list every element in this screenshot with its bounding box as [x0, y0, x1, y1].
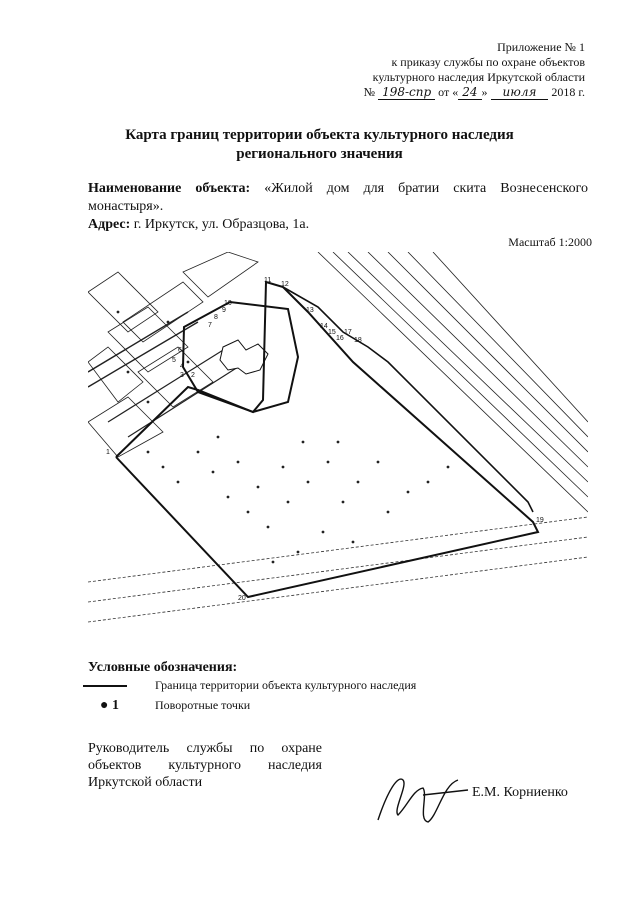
turn-point-15: 15 [328, 329, 336, 336]
turn-point-18: 18 [354, 337, 362, 344]
turn-point-7: 7 [208, 322, 212, 329]
signatory-position: Руководитель службы по охране объектов культурного наследия Иркутской области [88, 741, 322, 790]
order-no-prefix: № [363, 85, 376, 99]
object-name-value: «Жилой дом для братии скита Вознесенского монастыря». [88, 181, 589, 214]
turn-point-13: 13 [306, 307, 314, 314]
turn-point-14: 14 [320, 323, 328, 330]
appendix-line-2: к приказу службы по охране объектов [391, 55, 585, 69]
appendix-block [364, 40, 585, 100]
turn-point-6: 6 [178, 347, 182, 354]
signatory-name: Е.М. Корниенко [472, 785, 568, 800]
order-month: июля [491, 85, 549, 100]
legend-title: Условные обозначения: [88, 660, 238, 675]
turn-point-17: 17 [344, 329, 352, 336]
turn-point-16: 16 [336, 335, 344, 342]
cadastral-map [88, 252, 588, 642]
turn-point-2: 2 [191, 372, 195, 379]
legend-boundary-label: Граница территории объекта культурного наследия [155, 678, 417, 692]
object-address-label: Адрес: [88, 217, 131, 232]
appendix-title: Приложение № 1 [497, 40, 585, 54]
map-svg [88, 252, 588, 642]
turn-point-8: 8 [214, 314, 218, 321]
turn-point-20: 20 [238, 595, 246, 602]
order-line [364, 85, 585, 100]
turn-point-4: 4 [180, 363, 184, 370]
turn-point-19: 19 [536, 517, 544, 524]
turn-point-1: 1 [106, 449, 110, 456]
title-line-2: регионального значения [236, 146, 403, 162]
object-address-value: г. Иркутск, ул. Образцова, 1а. [133, 217, 310, 232]
turn-point-12: 12 [281, 281, 289, 288]
legend-point-label: Поворотные точки [155, 698, 251, 712]
order-date-prefix: от « [438, 85, 459, 99]
order-year: 2018 г. [551, 85, 585, 99]
appendix-line-3: культурного наследия Иркутской области [372, 70, 585, 84]
map-scale: Масштаб 1:2000 [508, 235, 592, 249]
document-title [0, 126, 639, 164]
turn-point-symbol: ● 1 [100, 698, 119, 713]
turn-point-11: 11 [264, 277, 272, 284]
turn-point-5: 5 [172, 357, 176, 364]
order-day: 24 [458, 85, 481, 100]
object-address-row [88, 216, 588, 234]
title-line-1: Карта границ территории объекта культурного наследия [125, 127, 514, 143]
object-name-label: Наименование объекта: [88, 181, 251, 196]
boundary-line-symbol [83, 685, 127, 687]
turn-point-10: 10 [224, 300, 232, 307]
handwritten-signature [368, 760, 478, 830]
object-info [88, 180, 588, 234]
turn-point-3: 3 [180, 372, 184, 379]
object-name-row [88, 180, 588, 216]
order-date-mid: » [481, 85, 488, 99]
turn-point-9: 9 [222, 307, 226, 314]
order-number: 198-спр [378, 85, 435, 100]
